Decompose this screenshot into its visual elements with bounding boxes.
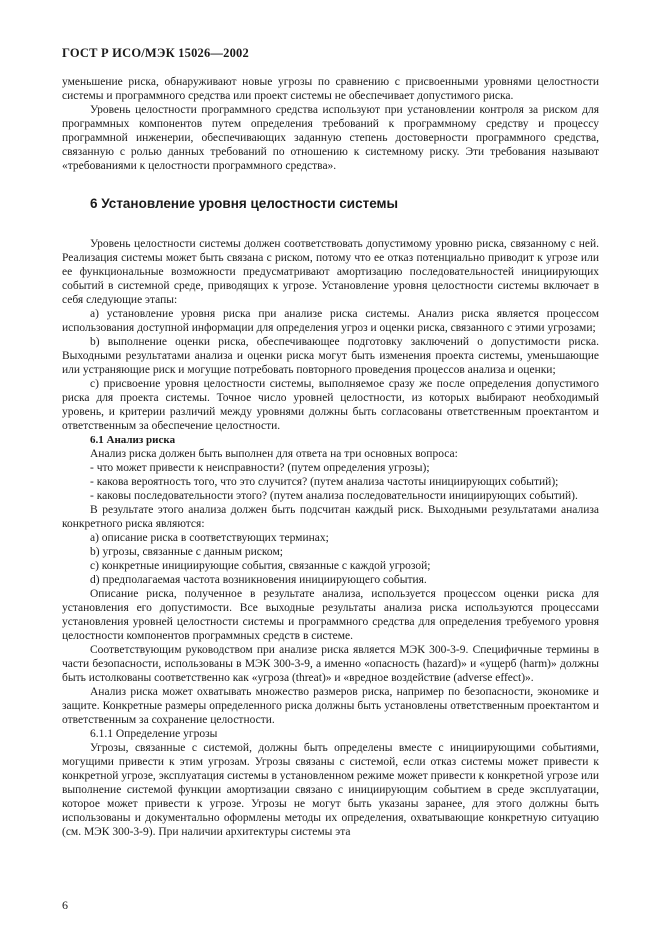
paragraph: Анализ риска может охватывать множество размеров риска, например по безопасности, экономике и защите. Конкретные размеры определенного риска должны быть установлены ответственным проектантом и ответственным за сохранение целостности. [62,686,599,726]
list-item: - каковы последовательности этого? (путем анализа последовательности инициирующих событий). [90,490,578,502]
paragraph-continuation: уменьшение риска, обнаруживают новые угрозы по сравнению с присвоенными уровнями целостности системы и программного средства или проект системы не обеспечивает допустимого риска. [62,76,599,102]
list-item: b) выполнение оценки риска, обеспечивающее подготовку заключений о допустимости риска. Выходными результатами анализа и оценки риска могут быть изменения проекта системы, уменьшающие или устраняющие риск и могущие потребовать повторного проведения процессов анализа и оценки; [62,336,599,376]
list-item: b) угрозы, связанные с данным риском; [90,546,283,558]
list-item: c) конкретные инициирующие события, связанные с каждой угрозой; [90,560,431,572]
page-body [62,75,599,839]
section-6-1-1-title: 6.1.1 Определение угрозы [90,728,218,740]
list-item: - какова вероятность того, что это случится? (путем анализа частоты инициирующих событий); [90,476,559,488]
paragraph: Соответствующим руководством при анализе риска является МЭК 300-3-9. Специфичные термины в части безопасности, использованы в МЭК 300-3-9, а именно «опасность (hazard)» и «ущерб (harm)» должны быть истолкованы соответственно как «угроза (threat)» и «вредное воздействие (adverse effect)». [62,644,599,684]
paragraph: Уровень целостности системы должен соответствовать допустимому уровню риска, связанному с ней. Реализация системы может быть связана с риском, потому что ее отказ потенциально приводит к угрозе или ее функциональные возможности предусматривают амортизацию последовательностей инициирующих событий в системной среде, приводящих к угрозе. Установление уровня целостности системы включает в себя следующие этапы: [62,238,599,306]
paragraph: Уровень целостности программного средства используют при установлении контроля за риском для программных компонентов путем определения требований к программному средству и процессу программной инженерии, обеспечивающих заданную степень достоверности программного средства, связанную с ролью данных требований по отношению к системному риску. Эти требования называют «требованиями к целостности программного средства». [62,104,599,172]
list-item: a) установление уровня риска при анализе риска системы. Анализ риска является процессом использования доступной информации для определения угроз и оценки риска, связанного с этими угрозами; [62,308,599,334]
paragraph: В результате этого анализа должен быть подсчитан каждый риск. Выходными результатами анализа конкретного риска являются: [62,504,599,530]
list-item: a) описание риска в соответствующих терминах; [90,532,329,544]
section-6-title: 6 Установление уровня целостности системы [90,196,399,211]
list-item: c) присвоение уровня целостности системы, выполняемое сразу же после определения допустимого риска для проекта системы. Точное число уровней целостности, из которых выбирают необходимый уровень, и критерии различий между уровнями должны быть согласованы ответственным проектантом и ответственным за обеспечение целостности. [62,378,599,432]
page-number: 6 [62,898,68,912]
paragraph: Угрозы, связанные с системой, должны быть определены вместе с инициирующими событиями, могущими привести к этим угрозам. Угрозы связаны с системой, если отказ системы может привести к конкретной угрозе, эксплуатация системы в установленном режиме может привести к конкретной угрозе или выполнение системой функции амортизации связано с инициирующим событием в среде эксплуатации, которое может привести к угрозе. Угрозы не могут быть указаны заранее, для этого должны быть использованы и документально оформлены методы их определения, охватывающие конкретную ситуацию (см. МЭК 300-3-9). При наличии архитектуры системы эта [62,742,599,838]
paragraph: Описание риска, полученное в результате анализа, используется процессом оценки риска для установления его допустимости. Все выходные результаты анализа риска используются процессами установления уровней целостности системы и программного средства для определения требуемого уровня целостности компонентов программных средств в системе. [62,588,599,642]
list-item: - что может привести к неисправности? (путем определения угрозы); [90,462,430,474]
section-6-1-title: 6.1 Анализ риска [90,434,176,446]
page-header: ГОСТ Р ИСО/МЭК 15026—2002 [62,46,249,60]
list-item: d) предполагаемая частота возникновения инициирующего события. [90,574,427,586]
paragraph: Анализ риска должен быть выполнен для ответа на три основных вопроса: [90,448,458,460]
